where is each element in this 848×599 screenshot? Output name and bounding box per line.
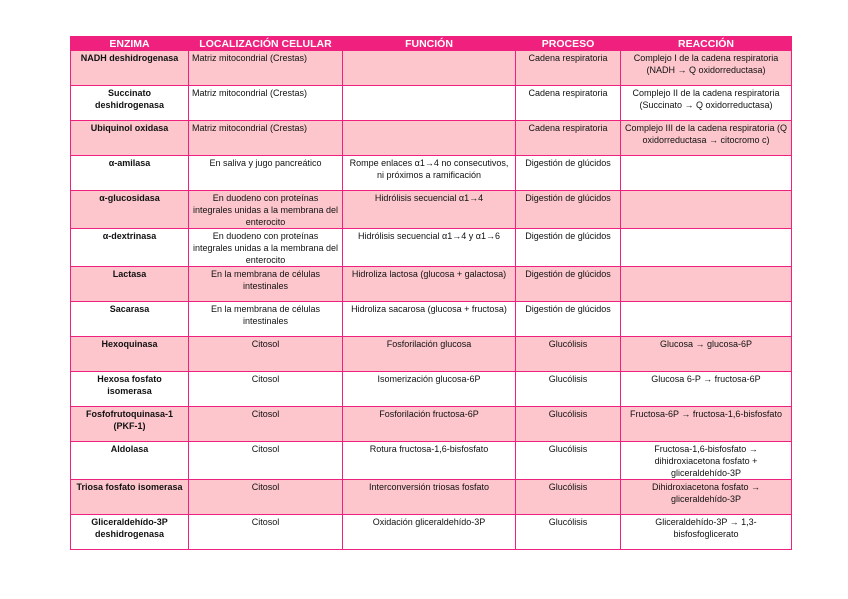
cell-reaccion: Complejo I de la cadena respiratoria (NADH → Q oxidorreductasa) [621, 51, 792, 86]
table-row [71, 86, 792, 121]
cell-reaccion [621, 302, 792, 337]
header-proceso: PROCESO [516, 37, 621, 51]
cell-funcion: Rotura fructosa-1,6-bisfosfato [343, 442, 516, 480]
cell-reaccion: Complejo III de la cadena respiratoria (Q oxidorreductasa → citocromo c) [621, 121, 792, 156]
cell-enzima: Succinato deshidrogenasa [71, 86, 189, 121]
cell-localizacion: En la membrana de células intestinales [189, 267, 343, 302]
cell-proceso: Digestión de glúcidos [516, 302, 621, 337]
cell-reaccion [621, 229, 792, 267]
table-row [71, 121, 792, 156]
table-row [71, 372, 792, 407]
cell-localizacion: En saliva y jugo pancreático [189, 156, 343, 191]
cell-reaccion: Glucosa → glucosa-6P [621, 337, 792, 372]
table-row [71, 267, 792, 302]
table-row [71, 442, 792, 480]
table-row [71, 156, 792, 191]
cell-enzima: Hexosa fosfato isomerasa [71, 372, 189, 407]
header-localizacion: LOCALIZACIÓN CELULAR [189, 37, 343, 51]
cell-proceso: Glucólisis [516, 372, 621, 407]
cell-enzima: Lactasa [71, 267, 189, 302]
table-row [71, 191, 792, 229]
cell-proceso: Digestión de glúcidos [516, 191, 621, 229]
cell-proceso: Glucólisis [516, 515, 621, 550]
cell-funcion [343, 121, 516, 156]
cell-proceso: Glucólisis [516, 442, 621, 480]
cell-enzima: NADH deshidrogenasa [71, 51, 189, 86]
cell-proceso: Cadena respiratoria [516, 86, 621, 121]
cell-enzima: Sacarasa [71, 302, 189, 337]
cell-funcion: Isomerización glucosa-6P [343, 372, 516, 407]
table-row [71, 229, 792, 267]
cell-enzima: α-dextrinasa [71, 229, 189, 267]
cell-proceso: Digestión de glúcidos [516, 229, 621, 267]
table-row [71, 407, 792, 442]
cell-enzima: Fosfofrutoquinasa-1 (PKF-1) [71, 407, 189, 442]
header-funcion: FUNCIÓN [343, 37, 516, 51]
cell-enzima: α-glucosidasa [71, 191, 189, 229]
header-reaccion: REACCIÓN [621, 37, 792, 51]
cell-localizacion: Matriz mitocondrial (Crestas) [189, 121, 343, 156]
table-row [71, 337, 792, 372]
cell-enzima: Aldolasa [71, 442, 189, 480]
cell-funcion: Hidrólisis secuencial α1→4 [343, 191, 516, 229]
cell-reaccion [621, 267, 792, 302]
cell-proceso: Glucólisis [516, 480, 621, 515]
cell-funcion: Hidroliza lactosa (glucosa + galactosa) [343, 267, 516, 302]
header-enzima: ENZIMA [71, 37, 189, 51]
table-row [71, 480, 792, 515]
cell-reaccion: Dihidroxiacetona fosfato → gliceraldehído-3P [621, 480, 792, 515]
cell-enzima: Triosa fosfato isomerasa [71, 480, 189, 515]
cell-enzima: Ubiquinol oxidasa [71, 121, 189, 156]
enzyme-table-sheet [70, 36, 791, 550]
cell-reaccion: Fructosa-6P → fructosa-1,6-bisfosfato [621, 407, 792, 442]
cell-proceso: Cadena respiratoria [516, 121, 621, 156]
cell-localizacion: En la membrana de células intestinales [189, 302, 343, 337]
cell-reaccion: Glucosa 6-P → fructosa-6P [621, 372, 792, 407]
cell-localizacion: En duodeno con proteínas integrales unidas a la membrana del enterocito [189, 229, 343, 267]
cell-proceso: Cadena respiratoria [516, 51, 621, 86]
cell-funcion: Hidroliza sacarosa (glucosa + fructosa) [343, 302, 516, 337]
cell-proceso: Digestión de glúcidos [516, 156, 621, 191]
cell-localizacion: Citosol [189, 515, 343, 550]
cell-proceso: Glucólisis [516, 407, 621, 442]
table-row [71, 302, 792, 337]
cell-enzima: Gliceraldehído-3P deshidrogenasa [71, 515, 189, 550]
cell-proceso: Glucólisis [516, 337, 621, 372]
cell-funcion: Fosforilación glucosa [343, 337, 516, 372]
cell-localizacion: Matriz mitocondrial (Crestas) [189, 51, 343, 86]
cell-funcion: Interconversión triosas fosfato [343, 480, 516, 515]
cell-localizacion: Citosol [189, 372, 343, 407]
cell-enzima: α-amilasa [71, 156, 189, 191]
cell-reaccion [621, 156, 792, 191]
cell-reaccion: Fructosa-1,6-bisfosfato → dihidroxiacetona fosfato + gliceraldehído-3P [621, 442, 792, 480]
table-row [71, 515, 792, 550]
cell-localizacion: Citosol [189, 407, 343, 442]
cell-proceso: Digestión de glúcidos [516, 267, 621, 302]
cell-localizacion: Citosol [189, 442, 343, 480]
cell-funcion: Hidrólisis secuencial α1→4 y α1→6 [343, 229, 516, 267]
table-header-row [71, 37, 792, 51]
cell-reaccion: Complejo II de la cadena respiratoria (Succinato → Q oxidorreductasa) [621, 86, 792, 121]
cell-localizacion: Citosol [189, 337, 343, 372]
cell-funcion: Fosforilación fructosa-6P [343, 407, 516, 442]
cell-localizacion: Matriz mitocondrial (Crestas) [189, 86, 343, 121]
cell-funcion [343, 51, 516, 86]
cell-funcion [343, 86, 516, 121]
table-row [71, 51, 792, 86]
cell-reaccion [621, 191, 792, 229]
cell-localizacion: En duodeno con proteínas integrales unidas a la membrana del enterocito [189, 191, 343, 229]
cell-reaccion: Gliceraldehído-3P → 1,3-bisfosfoglicerato [621, 515, 792, 550]
cell-funcion: Rompe enlaces α1→4 no consecutivos, ni próximos a ramificación [343, 156, 516, 191]
enzyme-table [70, 36, 792, 550]
cell-localizacion: Citosol [189, 480, 343, 515]
cell-enzima: Hexoquinasa [71, 337, 189, 372]
cell-funcion: Oxidación gliceraldehído-3P [343, 515, 516, 550]
